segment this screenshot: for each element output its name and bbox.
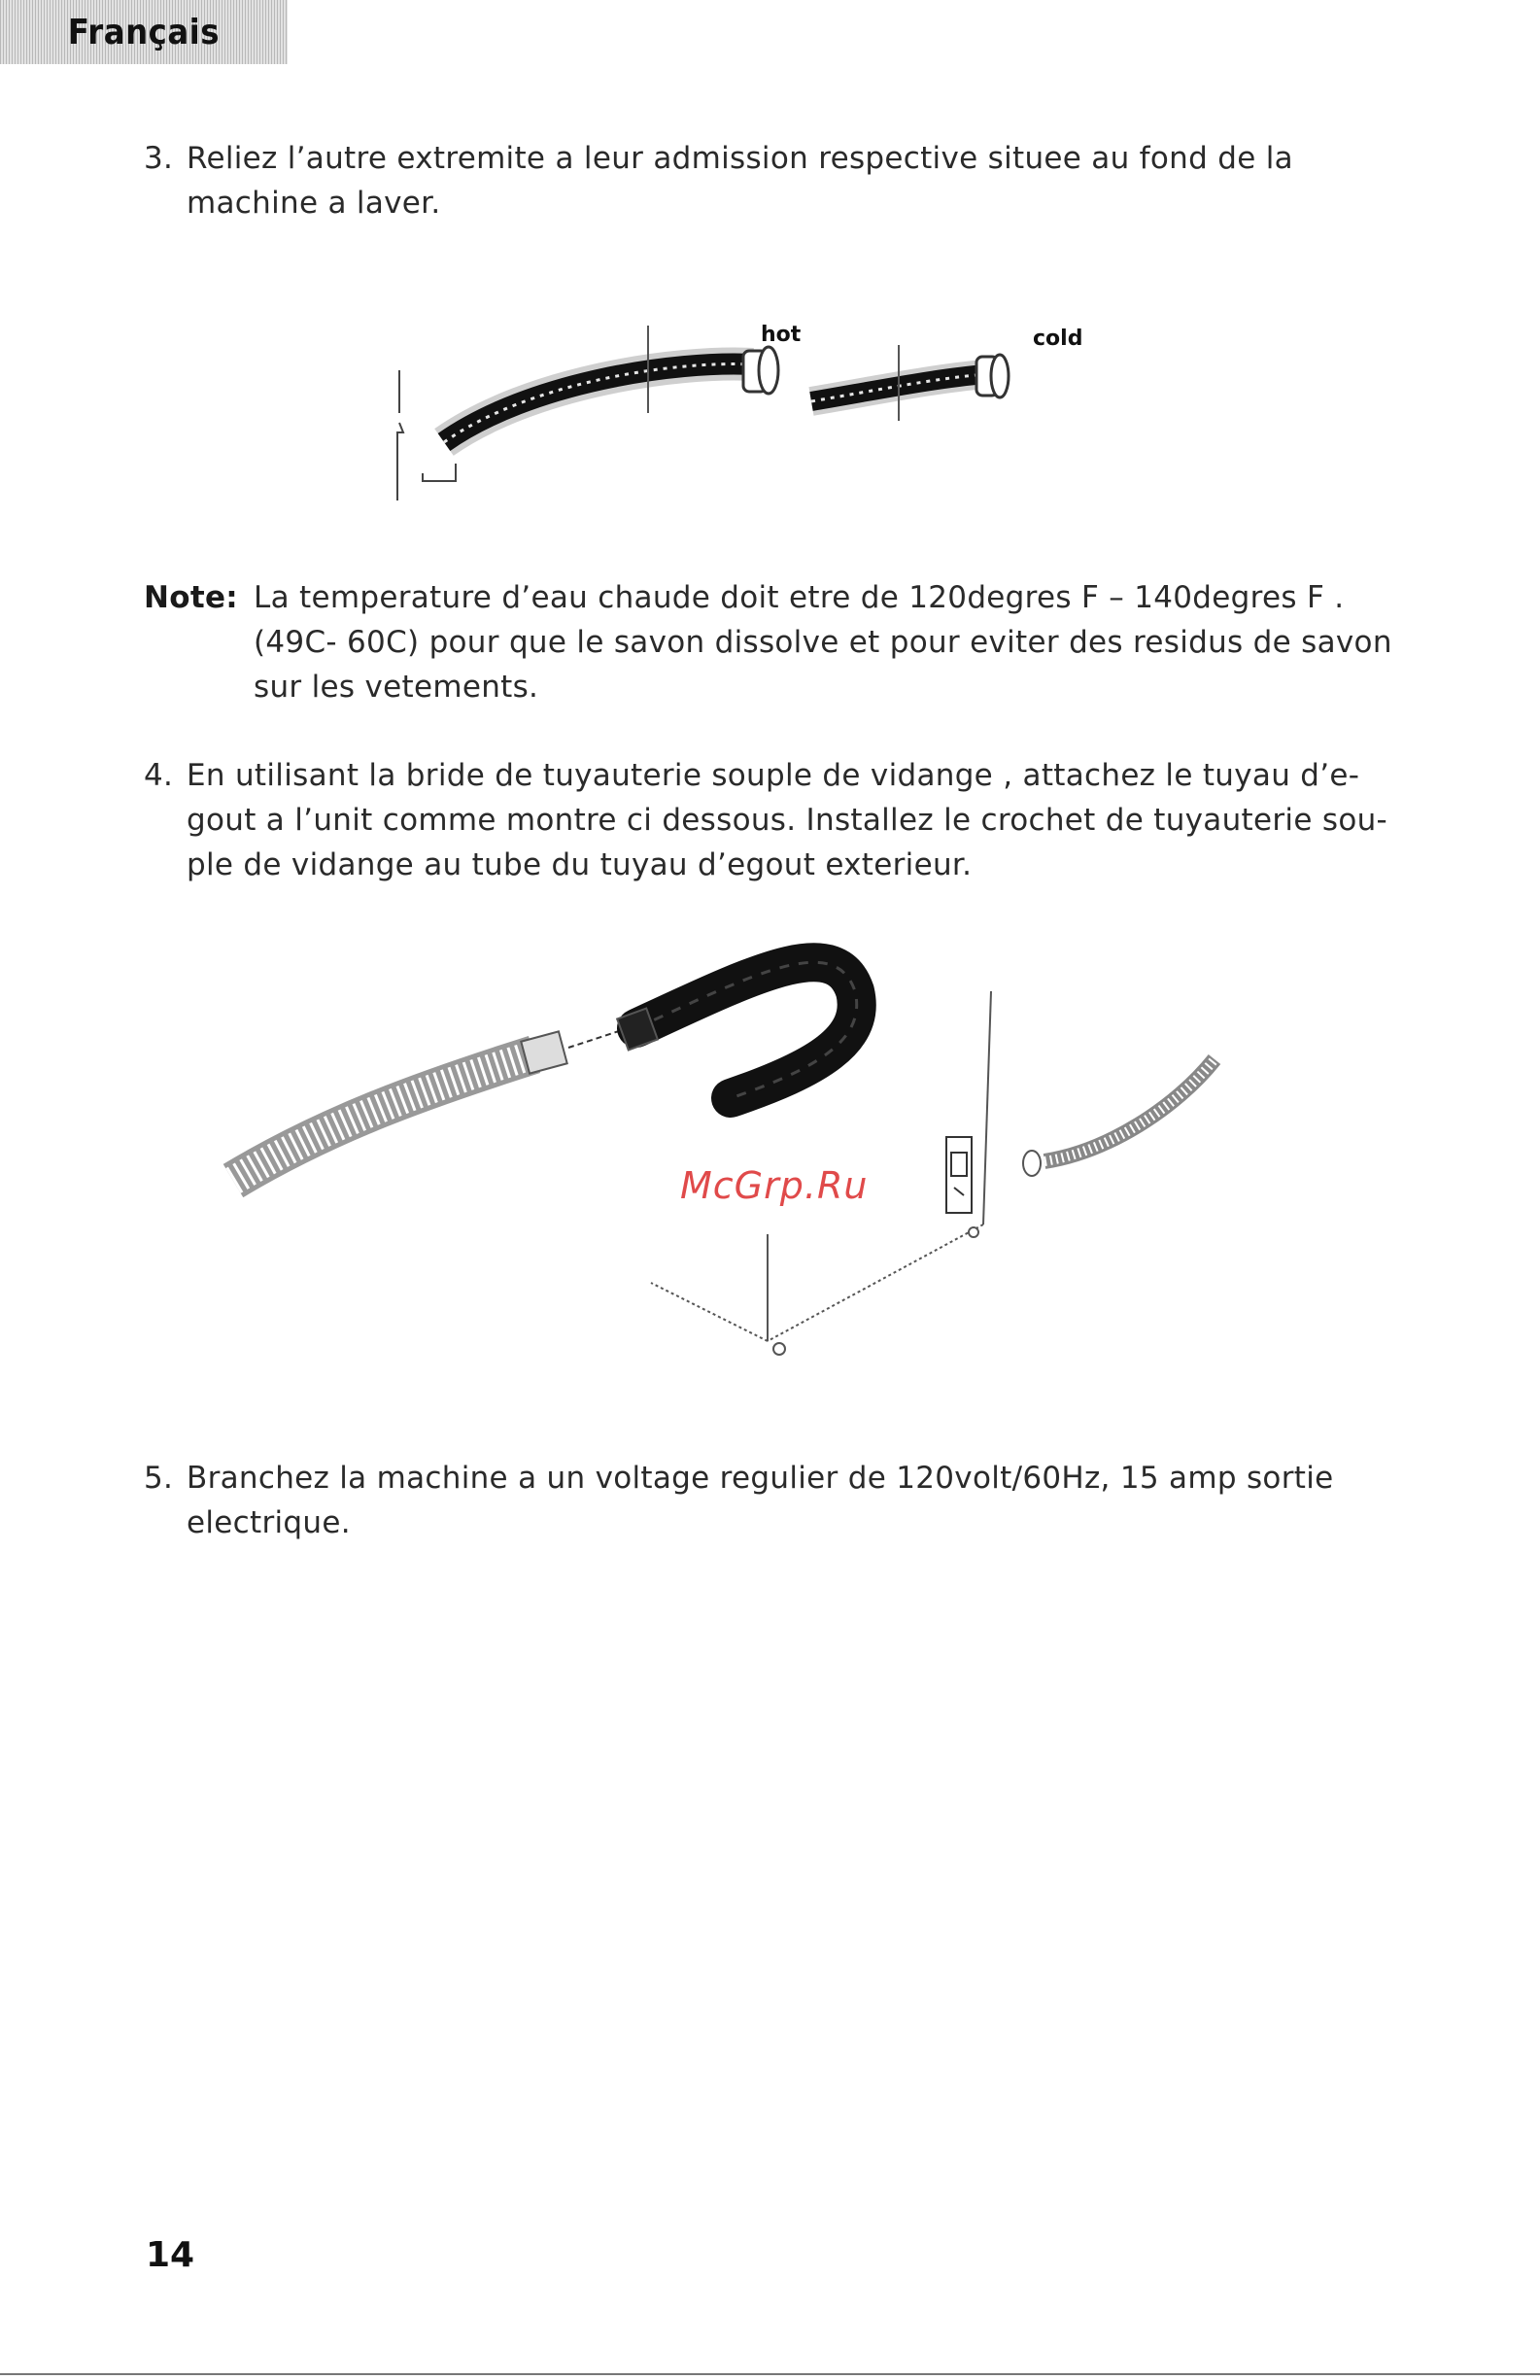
step-3-line-1: Reliez l’autre extremite a leur admission respective situee au fond de la [187, 141, 1293, 176]
cold-hose-illustration [811, 327, 1082, 421]
hose-hook-illustration [617, 962, 857, 1098]
step-5-number: 5. [144, 1461, 174, 1496]
watermark: McGrp.Ru [680, 1164, 869, 1207]
outlet-hose-illustration [1023, 1059, 1215, 1176]
step-5-line-1: Branchez la machine a un voltage regulier de 120volt/60Hz, 15 amp sortie [187, 1461, 1334, 1496]
step-3-line-2: machine a laver. [187, 186, 441, 221]
step-4-line-1: En utilisant la bride de tuyauterie souple de vidange , attachez le tuyau d’e- [187, 758, 1360, 793]
step-5 [144, 1456, 1407, 1545]
cold-label: cold [1033, 327, 1083, 351]
hot-label: hot [761, 323, 802, 347]
step-3-number: 3. [144, 141, 174, 176]
note-line-1: La temperature d’eau chaude doit etre de 120degres F – 140degres F . [254, 580, 1345, 615]
note-line-3: sur les vetements. [254, 670, 539, 705]
step-4-line-3: ple de vidange au tube du tuyau d’egout exterieur. [187, 847, 973, 882]
note-line-2: (49C- 60C) pour que le savon dissolve et pour eviter des residus de savon [254, 625, 1392, 660]
step-4 [144, 753, 1407, 887]
note-block [144, 575, 1407, 709]
language-tab-label: Français [67, 12, 221, 52]
corrugated-drain-hose [233, 1030, 622, 1181]
note-label: Note: [144, 580, 238, 615]
inlet-hoses-figure [384, 306, 1122, 510]
step-5-line-2: electrique. [187, 1505, 351, 1540]
drain-hose-figure [214, 933, 1224, 1361]
hot-hose-illustration [397, 323, 802, 500]
step-4-line-2: gout a l’unit comme montre ci dessous. Installez le crochet de tuyauterie sou- [187, 803, 1388, 838]
language-tab [0, 0, 288, 64]
bottom-rule [0, 2373, 1540, 2375]
step-3 [144, 136, 1368, 225]
step-4-number: 4. [144, 758, 174, 793]
page-number: 14 [146, 2235, 195, 2275]
